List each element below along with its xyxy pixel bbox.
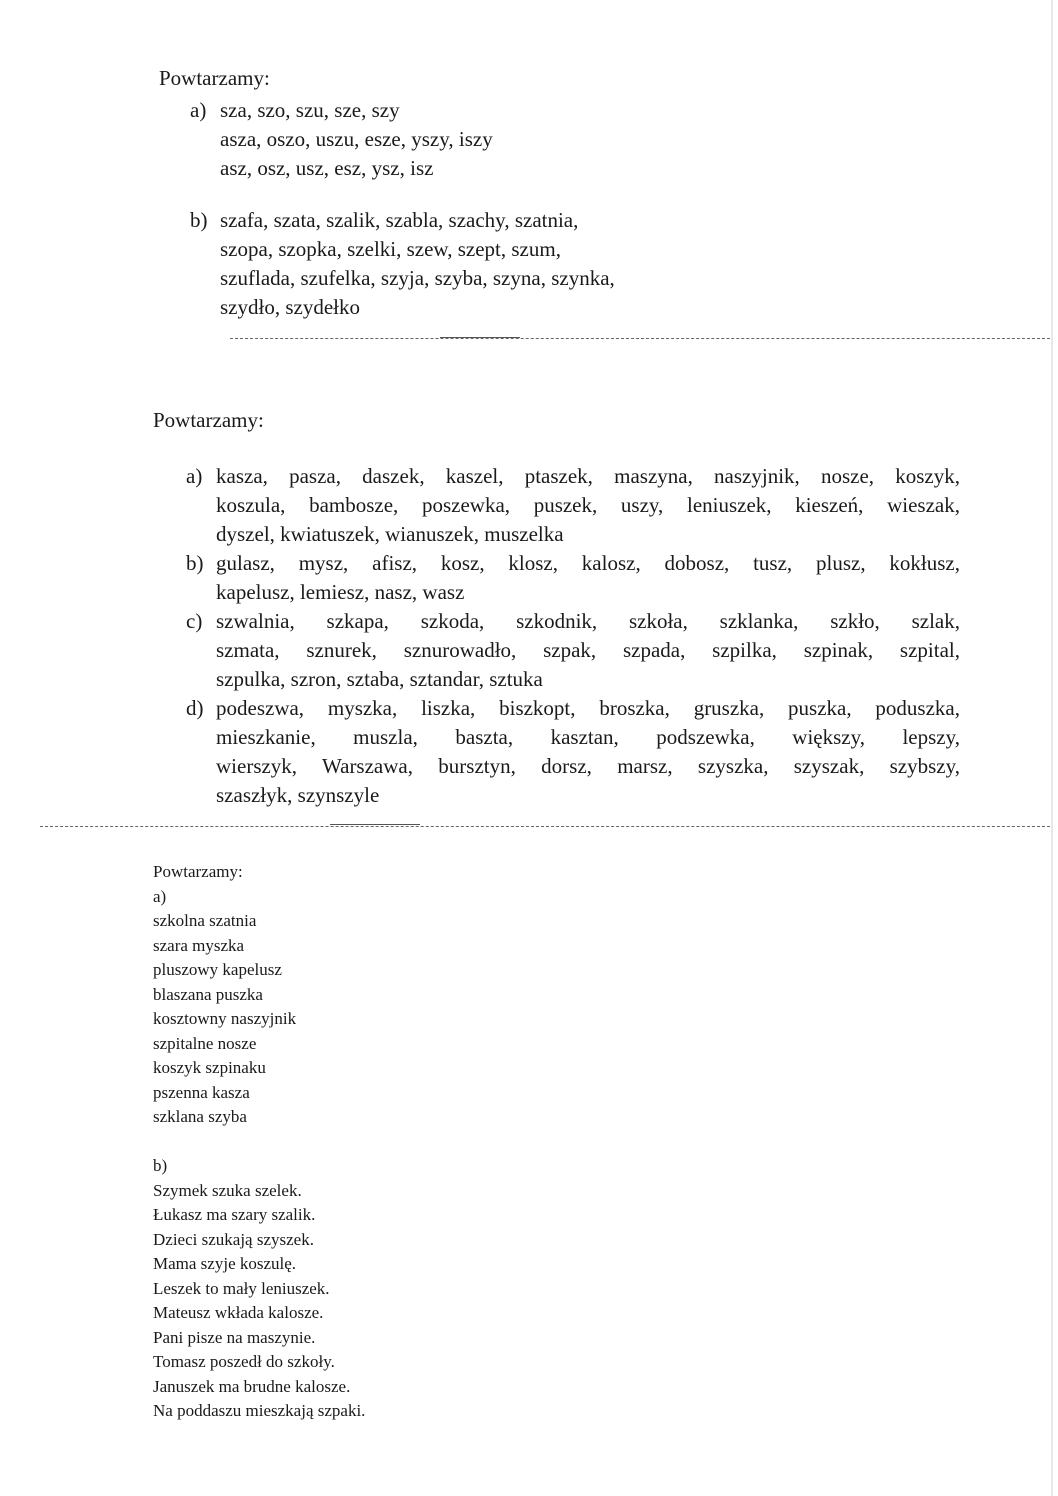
section-3-heading: Powtarzamy: [153,862,243,881]
item-label: b) [186,551,204,575]
line: szkolna szatnia [153,911,257,930]
line: kosztowny naszyjnik [153,1009,297,1028]
line: sza, szo, szu, sze, szy [220,98,400,122]
line: koszyk szpinaku [153,1058,266,1077]
line: szklana szyba [153,1107,247,1126]
line: blaszana puszka [153,984,263,1004]
line: mieszkanie, muszla, baszta, kasztan, podszewka, większy, lepszy, [216,725,960,749]
line: Szymek szuka szelek. [153,1180,302,1200]
line: dyszel, kwiatuszek, wianuszek, muszelka [216,522,564,546]
line: szpitalne nosze [153,1033,257,1053]
cut-line-mark [440,337,520,338]
item-label: b) [190,208,208,232]
line: koszula, bambosze, poszewka, puszek, uszy, leniuszek, kieszeń, wieszak, [216,493,960,517]
line: Januszek ma brudne kalosze. [153,1376,351,1396]
line: gulasz, mysz, afisz, kosz, klosz, kalosz, dobosz, tusz, plusz, kokłusz, [216,551,960,575]
line: szafa, szata, szalik, szabla, szachy, szatnia, [220,208,579,232]
section-2-list [186,462,962,810]
item-label: a) [190,98,207,122]
item-label: a) [186,464,203,488]
scan-edge [1051,0,1053,1496]
line: kapelusz, lemiesz, nasz, wasz [216,580,465,604]
item-label: a) [153,886,167,906]
line: asza, oszo, uszu, esze, yszy, iszy [220,127,493,151]
line: podeszwa, myszka, liszka, biszkopt, broszka, gruszka, puszka, poduszka, [216,696,960,720]
line: pluszowy kapelusz [153,960,282,979]
line: szpulka, szron, sztaba, sztandar, sztuka [216,667,543,691]
section-2-item-a [186,462,962,549]
section-3 [153,860,365,1424]
line: Mateusz wkłada kalosze. [153,1303,324,1322]
cut-line-mark [330,824,420,825]
line: asz, osz, usz, esz, ysz, isz [220,156,434,180]
line: szaszłyk, szynszyle [216,783,380,807]
line: pszenna kasza [153,1082,250,1102]
item-label: b) [153,1156,168,1175]
item-label: d) [186,696,204,720]
section-1-b [190,206,615,322]
line: kasza, pasza, daszek, kaszel, ptaszek, maszyna, naszyjnik, nosze, koszyk, [216,464,960,488]
section-2-item-b [186,549,962,607]
line: Łukasz ma szary szalik. [153,1205,316,1224]
line: szwalnia, szkapa, szkoda, szkodnik, szkoła, szklanka, szkło, szlak, [216,609,960,633]
line: szuflada, szufelka, szyja, szyba, szyna, szynka, [220,266,615,290]
line: Tomasz poszedł do szkoły. [153,1352,335,1371]
line: Mama szyje koszulę. [153,1254,297,1273]
section-1-a [190,96,493,183]
section-2-item-c [186,607,962,694]
line: szara myszka [153,935,245,955]
section-2-heading: Powtarzamy: [153,408,264,432]
line: Leszek to mały leniuszek. [153,1278,330,1298]
line: Dzieci szukają szyszek. [153,1229,314,1249]
line: szmata, sznurek, sznurowadło, szpak, szpada, szpilka, szpinak, szpital, [216,638,960,662]
section-1-heading: Powtarzamy: [159,66,270,90]
section-2-item-d [186,694,962,810]
line: Pani pisze na maszynie. [153,1327,316,1347]
line: wierszyk, Warszawa, bursztyn, dorsz, marsz, szyszka, szyszak, szybszy, [216,754,960,778]
item-label: c) [186,609,203,633]
cut-line [40,826,1050,827]
cut-line [230,338,1050,339]
line: szopa, szopka, szelki, szew, szept, szum, [220,237,561,261]
line: Na poddaszu mieszkają szpaki. [153,1401,366,1420]
line: szydło, szydełko [220,295,360,319]
